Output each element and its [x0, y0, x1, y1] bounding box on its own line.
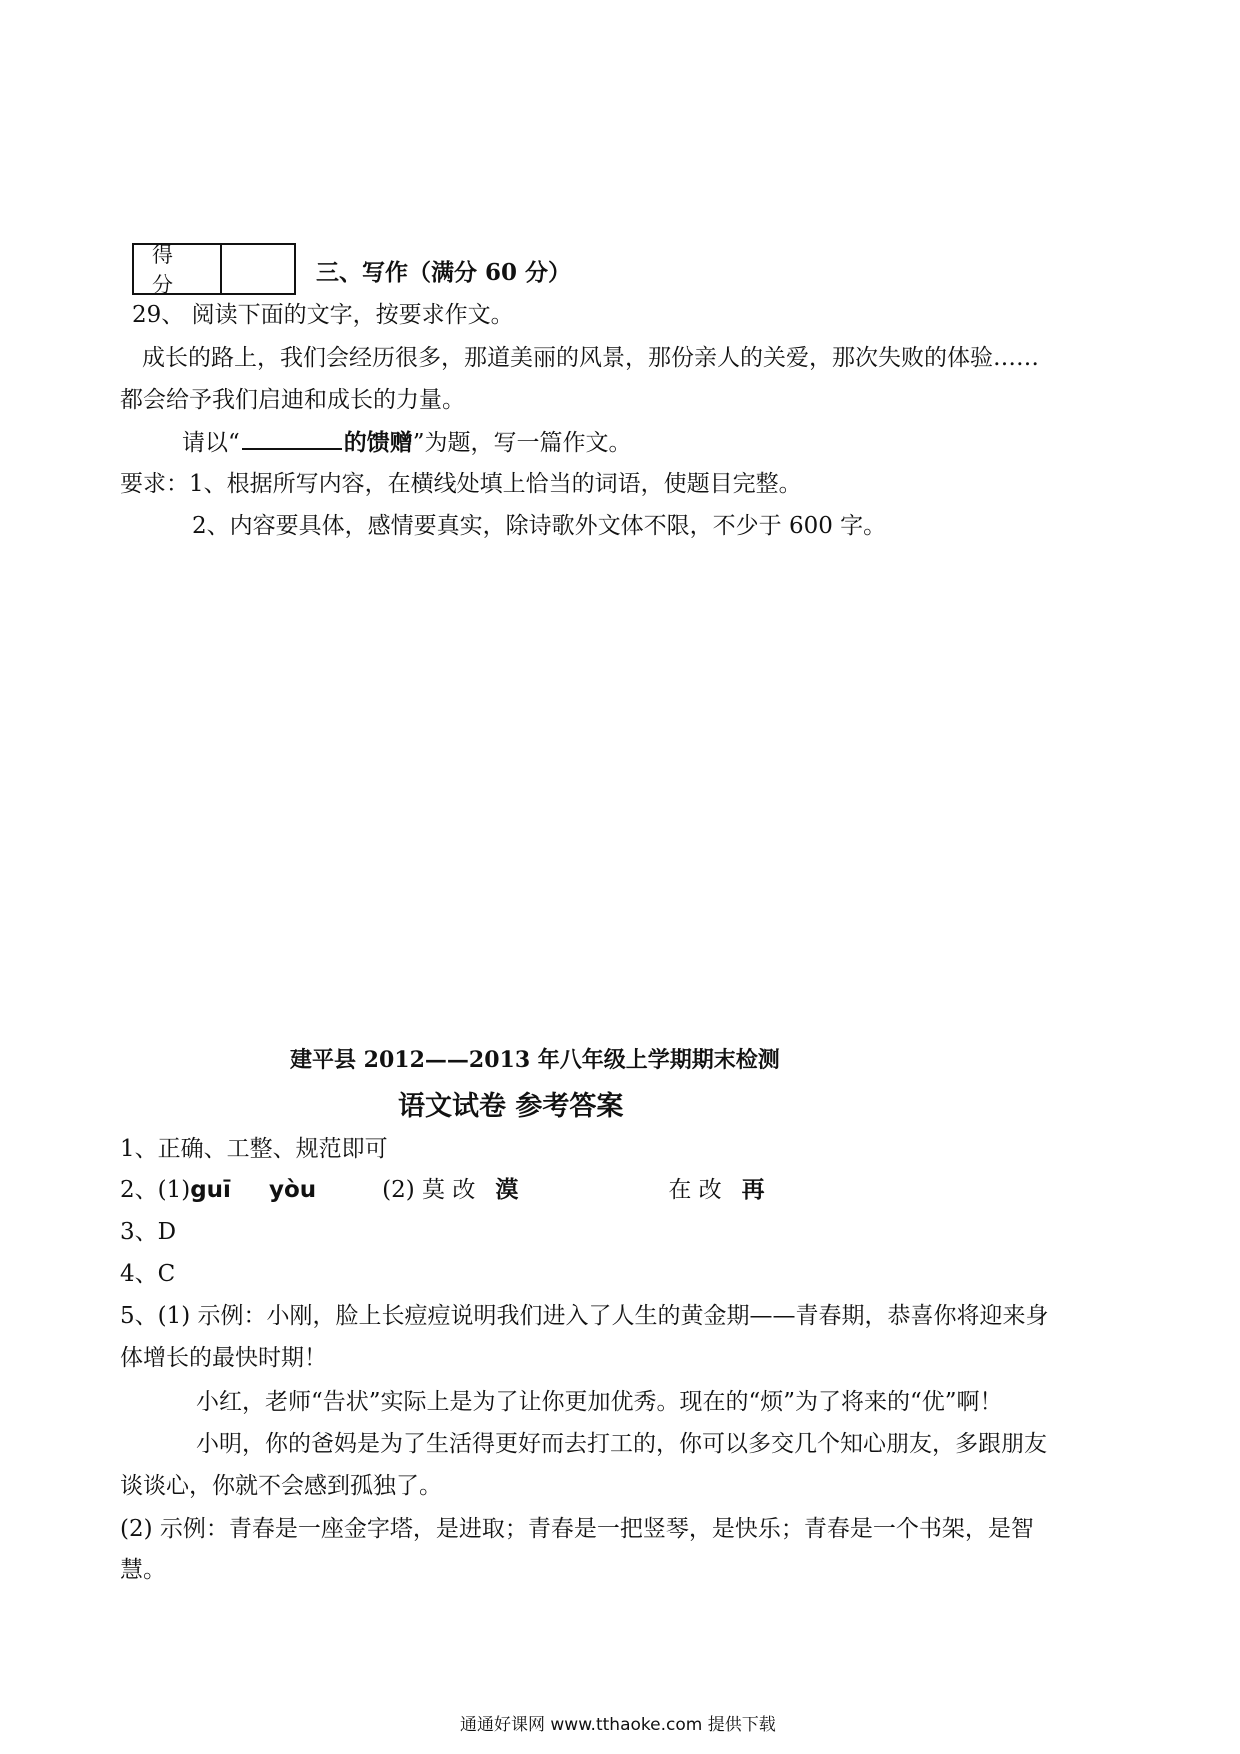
paragraph-line-1: 成长的路上，我们会经历很多，那道美丽的风景，那份亲人的关爱，那次失败的体验……	[142, 345, 1039, 371]
answer-3: 3、D	[120, 1219, 177, 1245]
answer-1: 1、正确、工整、规范即可	[120, 1136, 388, 1162]
answer-5-line-3: 小红，老师“告状”实际上是为了让你更加优秀。现在的“烦”为了将来的“优”啊！	[196, 1389, 1003, 1415]
answer-5-line-5: 谈谈心，你就不会感到孤独了。	[120, 1473, 442, 1499]
requirement-1: 要求：1、根据所写内容，在横线处填上恰当的词语，使题目完整。	[120, 471, 802, 497]
prompt-prefix: 请以“	[182, 430, 240, 456]
paragraph-line-2: 都会给予我们启迪和成长的力量。	[120, 387, 465, 413]
answer-2-prefix: 2、(1)	[120, 1177, 191, 1203]
question-29: 29、 阅读下面的文字，按要求作文。	[132, 302, 514, 328]
answer-2	[120, 1171, 765, 1204]
answer-5-line-4: 小明，你的爸妈是为了生活得更好而去打工的，你可以多交几个知心朋友，多跟朋友	[196, 1431, 1047, 1457]
essay-prompt	[182, 424, 632, 457]
score-label: 得 分	[134, 245, 222, 293]
answers-title-line-1: 建平县 2012——2013 年八年级上学期期末检测	[290, 1047, 780, 1073]
answers-title-line-2: 语文试卷 参考答案	[398, 1091, 624, 1122]
answer-2-char-1: 漠	[495, 1176, 519, 1203]
score-box	[132, 243, 296, 295]
prompt-suffix: ”为题，写一篇作文。	[412, 430, 632, 456]
section-title: 三、写作（满分 60 分）	[316, 259, 572, 286]
answer-2-part-2: (2) 莫 改	[382, 1177, 476, 1203]
answer-5-line-7: 慧。	[120, 1557, 166, 1583]
title-blank	[242, 426, 342, 450]
answer-5-line-2: 体增长的最快时期！	[120, 1345, 327, 1371]
requirement-2: 2、内容要具体，感情要真实，除诗歌外文体不限，不少于 600 字。	[192, 513, 887, 539]
answer-2-pinyin-1: guī	[190, 1177, 231, 1203]
answer-2-char-2: 再	[741, 1176, 765, 1203]
answer-4: 4、C	[120, 1261, 176, 1287]
score-blank	[222, 245, 294, 293]
answer-5-line-6: (2) 示例：青春是一座金字塔，是进取；青春是一把竖琴，是快乐；青春是一个书架，是智	[120, 1516, 1034, 1542]
prompt-bold: 的馈赠	[343, 429, 413, 456]
answer-2-pinyin-2: yòu	[268, 1177, 317, 1203]
answer-2-part-3: 在 改	[668, 1177, 722, 1203]
answer-5-line-1: 5、(1) 示例：小刚，脸上长痘痘说明我们进入了人生的黄金期——青春期，恭喜你将迎来身	[120, 1303, 1049, 1329]
page-footer: 通通好课网 www.tthaoke.com 提供下载	[460, 1715, 776, 1735]
